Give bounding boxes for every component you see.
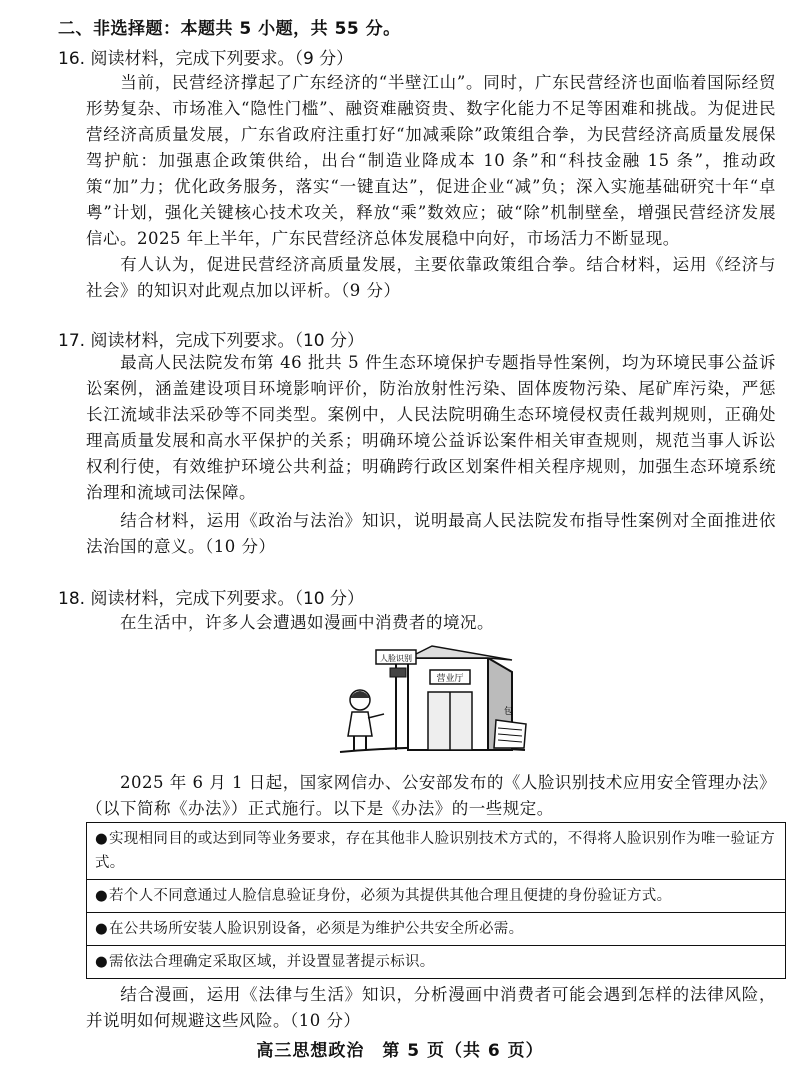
q16-material-text: 当前，民营经济撑起了广东经济的“半壁江山”。同时，广东民营经济也面临着国际经贸形势复杂、市场准入“隐性门槛”、融资难融资贵、数字化能力不足等困难和挑战。为促进民营经济高质量发展，广东省政府注重打好“加减乘除”政策组合拳，为民营经济高质量发展保驾护航：加强惠企政策供给，出台“制造业降成本 10 条”和“科技金融 15 条”，推动政策“加”力；优化政务服务，落实“一键直达”，促进企业“减”负；深入实施基础研究十年“卓粤”计划，强化关键核心技术攻关，释放“乘”数效应；破“除”机制壁垒，增强民营经济发展信心。2025 年上半年，广东民营经济总体发展稳中向好，市场活力不断显现。 [86,73,776,248]
section-title: 二、非选择题：本题共 5 小题，共 55 分。 [58,19,401,39]
bullet-icon: ● [95,888,108,904]
rule-item [87,945,785,978]
page-footer: 高三思想政治 第 5 页（共 6 页） [256,1041,544,1061]
cartoon-sign-label: 人脸识别 [380,654,412,663]
bullet-icon: ● [95,921,108,937]
q18-intro [86,610,776,636]
q17-task [86,508,776,560]
rule-text: 需依法合理确定采取区域，并设置显著提示标识。 [109,954,435,970]
q18-law-text-content: 2025 年 6 月 1 日起，国家网信办、公安部发布的《人脸识别技术应用安全管理办法》（以下简称《办法》）正式施行。以下是《办法》的一些规定。 [86,773,776,818]
rule-text: 若个人不同意通过人脸信息验证身份，必须为其提供其他合理且便捷的身份验证方式。 [109,888,672,904]
q18-intro-text: 在生活中，许多人会遭遇如漫画中消费者的境况。 [120,613,494,632]
q17-title: 17. 阅读材料，完成下列要求。（10 分） [58,331,364,351]
rule-item [87,823,785,879]
q16-material [86,70,776,252]
q18-title: 18. 阅读材料，完成下列要求。（10 分） [58,589,364,609]
q17-task-text: 结合材料，运用《政治与法治》知识，说明最高人民法院发布指导性案例对全面推进依法治国的意义。（10 分） [86,511,776,556]
q16-title: 16. 阅读材料，完成下列要求。（9 分） [58,49,354,69]
rule-text: 实现相同目的或达到同等业务要求，存在其他非人脸识别技术方式的，不得将人脸识别作为唯一验证方式。 [95,831,775,871]
rules-box [86,822,786,979]
bullet-icon: ● [95,831,108,847]
rule-item [87,879,785,912]
consumer-cartoon [330,640,530,758]
bullet-icon: ● [95,954,108,970]
cartoon-bag-label: 包 [504,707,514,717]
q16-task-text: 有人认为，促进民营经济高质量发展，主要依靠政策组合拳。结合材料，运用《经济与社会》的知识对此观点加以评析。（9 分） [86,255,776,300]
q18-law-text [86,770,776,822]
q18-task [86,982,776,1034]
q17-material-text: 最高人民法院发布第 46 批共 5 件生态环境保护专题指导性案例，均为环境民事公益诉讼案例，涵盖建设项目环境影响评价，防治放射性污染、固体废物污染、尾矿库污染，严惩长江流域非法采砂等不同类型。案例中，人民法院明确生态环境侵权责任裁判规则，正确处理高质量发展和高水平保护的关系；明确环境公益诉讼案件相关审查规则，规范当事人诉讼权利行使，有效维护环境公共利益；明确跨行政区划案件相关程序规则，加强生态环境系统治理和流域司法保障。 [86,353,776,502]
rule-item [87,912,785,945]
q17-material [86,350,776,506]
rule-text: 在公共场所安装人脸识别设备，必须是为维护公共安全所必需。 [109,921,524,937]
q18-task-text: 结合漫画，运用《法律与生活》知识，分析漫画中消费者可能会遇到怎样的法律风险，并说明如何规避这些风险。（10 分） [86,985,776,1030]
cartoon-door-label: 营业厅 [436,674,464,684]
q16-task [86,252,776,304]
